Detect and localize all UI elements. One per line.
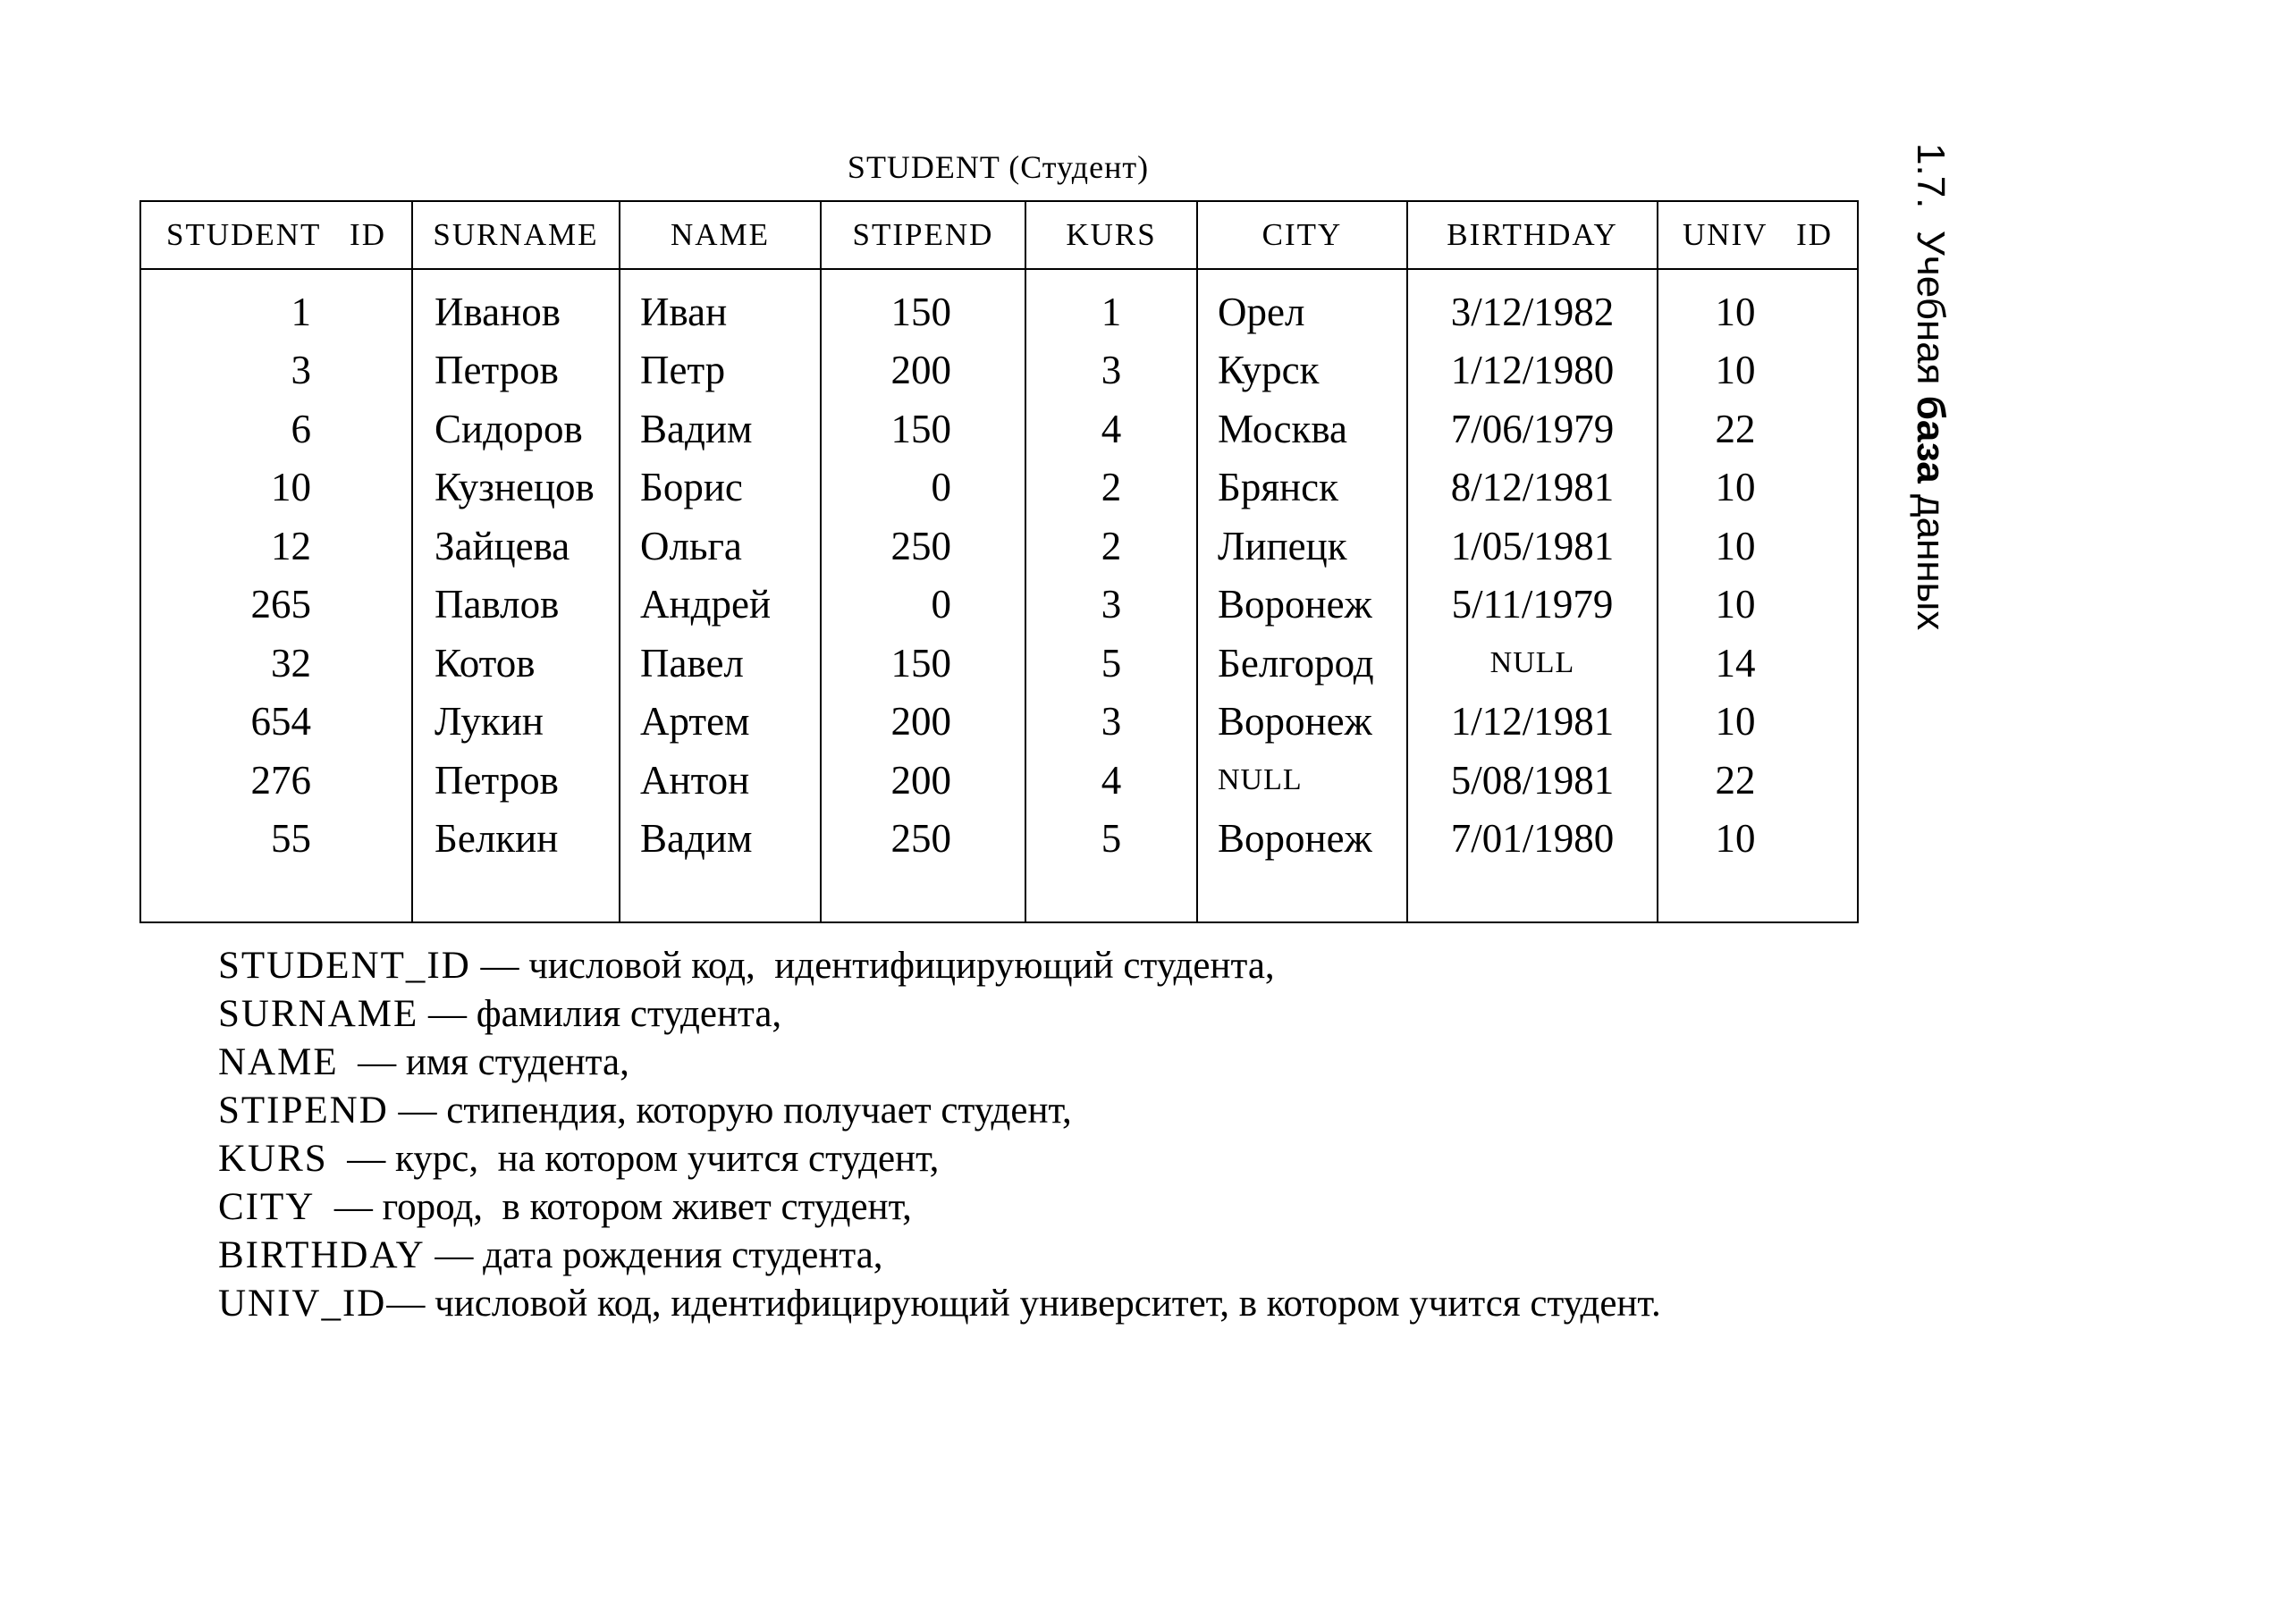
cell-name: Иван: [620, 269, 821, 341]
cell-student-id: 265: [140, 576, 412, 635]
legend-text: — дата рождения студента,: [425, 1234, 883, 1276]
legend-key: SURNAME: [218, 993, 419, 1035]
cell-birthday: 7/01/1980: [1407, 810, 1658, 869]
cell-name: Борис: [620, 459, 821, 517]
cell-name: Петр: [620, 341, 821, 400]
cell-kurs: 5: [1025, 634, 1197, 693]
legend-key: STUDENT_ID: [218, 945, 471, 987]
table-header-row: [140, 201, 1858, 269]
cell-birthday: 8/12/1981: [1407, 459, 1658, 517]
cell-birthday: 3/12/1982: [1407, 269, 1658, 341]
cell-univ-id: 10: [1658, 517, 1858, 576]
legend-text: — числовой код, идентифицирующий университет, в котором учится студент.: [386, 1283, 1661, 1325]
cell-univ-id: 10: [1658, 576, 1858, 635]
header-city: CITY: [1197, 201, 1407, 269]
cell-surname: Белкин: [412, 810, 620, 869]
cell-birthday: 1/12/1980: [1407, 341, 1658, 400]
cell-stipend: 200: [821, 693, 1025, 752]
table-filler-row: [140, 868, 1858, 922]
cell-kurs: 3: [1025, 693, 1197, 752]
table-row: [140, 517, 1858, 576]
legend-line: [218, 1183, 1661, 1232]
header-birthday: BIRTHDAY: [1407, 201, 1658, 269]
cell-name: Ольга: [620, 517, 821, 576]
legend-text: — имя студента,: [338, 1041, 629, 1083]
cell-univ-id: 10: [1658, 459, 1858, 517]
cell-kurs: 1: [1025, 269, 1197, 341]
legend-text: — курс, на котором учится студент,: [327, 1138, 940, 1180]
cell-surname: Сидоров: [412, 400, 620, 459]
cell-stipend: 0: [821, 459, 1025, 517]
cell-city: Воронеж: [1197, 693, 1407, 752]
cell-city: Москва: [1197, 400, 1407, 459]
table-caption: STUDENT (Студент): [847, 149, 1150, 185]
cell-stipend: 250: [821, 810, 1025, 869]
legend-key: NAME: [218, 1041, 339, 1083]
header-name: NAME: [620, 201, 821, 269]
legend-line: [218, 990, 1661, 1039]
filler-cell: [1407, 868, 1658, 922]
cell-kurs: 2: [1025, 459, 1197, 517]
cell-univ-id: 10: [1658, 693, 1858, 752]
cell-stipend: 200: [821, 751, 1025, 810]
table-row: [140, 269, 1858, 341]
cell-student-id: 3: [140, 341, 412, 400]
running-head-pre: Учебная: [1909, 230, 1953, 385]
cell-birthday: 1/05/1981: [1407, 517, 1658, 576]
running-head-post: данных: [1909, 493, 1953, 631]
cell-birthday: 5/11/1979: [1407, 576, 1658, 635]
legend-line: [218, 1280, 1661, 1328]
cell-student-id: 32: [140, 634, 412, 693]
cell-city: Орел: [1197, 269, 1407, 341]
cell-name: Вадим: [620, 810, 821, 869]
cell-student-id: 12: [140, 517, 412, 576]
cell-kurs: 2: [1025, 517, 1197, 576]
cell-city: Курск: [1197, 341, 1407, 400]
cell-univ-id: 10: [1658, 810, 1858, 869]
cell-student-id: 55: [140, 810, 412, 869]
filler-cell: [821, 868, 1025, 922]
cell-stipend: 150: [821, 400, 1025, 459]
table-row: [140, 751, 1858, 810]
header-stipend: STIPEND: [821, 201, 1025, 269]
cell-stipend: 200: [821, 341, 1025, 400]
cell-name: Андрей: [620, 576, 821, 635]
legend-text: — числовой код, идентифицирующий студента,: [470, 945, 1275, 987]
cell-stipend: 250: [821, 517, 1025, 576]
running-head-section: 1.7.: [1909, 143, 1953, 209]
legend-key: KURS: [218, 1138, 328, 1180]
cell-birthday: 7/06/1979: [1407, 400, 1658, 459]
header-surname: SURNAME: [412, 201, 620, 269]
cell-stipend: 150: [821, 269, 1025, 341]
cell-birthday: 1/12/1981: [1407, 693, 1658, 752]
cell-univ-id: 22: [1658, 400, 1858, 459]
table-row: [140, 400, 1858, 459]
table-row: [140, 693, 1858, 752]
cell-surname: Петров: [412, 341, 620, 400]
filler-cell: [140, 868, 412, 922]
table-row: [140, 810, 1858, 869]
cell-student-id: 654: [140, 693, 412, 752]
cell-name: Антон: [620, 751, 821, 810]
cell-student-id: 276: [140, 751, 412, 810]
legend-key: CITY: [218, 1186, 316, 1228]
legend-key: BIRTHDAY: [218, 1234, 426, 1276]
cell-surname: Котов: [412, 634, 620, 693]
cell-univ-id: 10: [1658, 341, 1858, 400]
table-row: [140, 341, 1858, 400]
filler-cell: [1025, 868, 1197, 922]
legend-text: — фамилия студента,: [418, 993, 782, 1035]
cell-univ-id: 22: [1658, 751, 1858, 810]
cell-student-id: 6: [140, 400, 412, 459]
cell-surname: Кузнецов: [412, 459, 620, 517]
header-kurs: KURS: [1025, 201, 1197, 269]
cell-kurs: 4: [1025, 751, 1197, 810]
legend-line: [218, 942, 1661, 990]
cell-stipend: 0: [821, 576, 1025, 635]
header-student-id: STUDENT ID: [140, 201, 412, 269]
cell-student-id: 10: [140, 459, 412, 517]
legend-key: UNIV_ID: [218, 1283, 387, 1325]
cell-city: Воронеж: [1197, 810, 1407, 869]
cell-birthday: NULL: [1407, 634, 1658, 693]
legend-text: — город, в котором живет студент,: [315, 1186, 912, 1228]
filler-cell: [412, 868, 620, 922]
table-body: [140, 269, 1858, 922]
cell-city: NULL: [1197, 751, 1407, 810]
cell-surname: Иванов: [412, 269, 620, 341]
header-univ-id: UNIV ID: [1658, 201, 1858, 269]
cell-surname: Зайцева: [412, 517, 620, 576]
cell-univ-id: 14: [1658, 634, 1858, 693]
student-table: [139, 200, 1859, 923]
running-head: [1908, 143, 1953, 630]
cell-kurs: 3: [1025, 576, 1197, 635]
cell-surname: Лукин: [412, 693, 620, 752]
cell-kurs: 4: [1025, 400, 1197, 459]
cell-student-id: 1: [140, 269, 412, 341]
cell-city: Белгород: [1197, 634, 1407, 693]
filler-cell: [1658, 868, 1858, 922]
cell-surname: Павлов: [412, 576, 620, 635]
legend-line: [218, 1135, 1661, 1183]
cell-city: Брянск: [1197, 459, 1407, 517]
cell-name: Павел: [620, 634, 821, 693]
cell-birthday: 5/08/1981: [1407, 751, 1658, 810]
legend-line: [218, 1087, 1661, 1135]
cell-city: Воронеж: [1197, 576, 1407, 635]
legend-text: — стипендия, которую получает студент,: [388, 1090, 1072, 1132]
table-row: [140, 634, 1858, 693]
running-head-bold: база: [1909, 395, 1953, 484]
legend-line: [218, 1232, 1661, 1280]
filler-cell: [1197, 868, 1407, 922]
cell-name: Вадим: [620, 400, 821, 459]
cell-kurs: 5: [1025, 810, 1197, 869]
filler-cell: [620, 868, 821, 922]
table-row: [140, 576, 1858, 635]
cell-kurs: 3: [1025, 341, 1197, 400]
cell-stipend: 150: [821, 634, 1025, 693]
cell-name: Артем: [620, 693, 821, 752]
field-legend: [218, 942, 1661, 1328]
legend-key: STIPEND: [218, 1090, 389, 1132]
cell-surname: Петров: [412, 751, 620, 810]
legend-line: [218, 1039, 1661, 1087]
cell-city: Липецк: [1197, 517, 1407, 576]
table-row: [140, 459, 1858, 517]
cell-univ-id: 10: [1658, 269, 1858, 341]
